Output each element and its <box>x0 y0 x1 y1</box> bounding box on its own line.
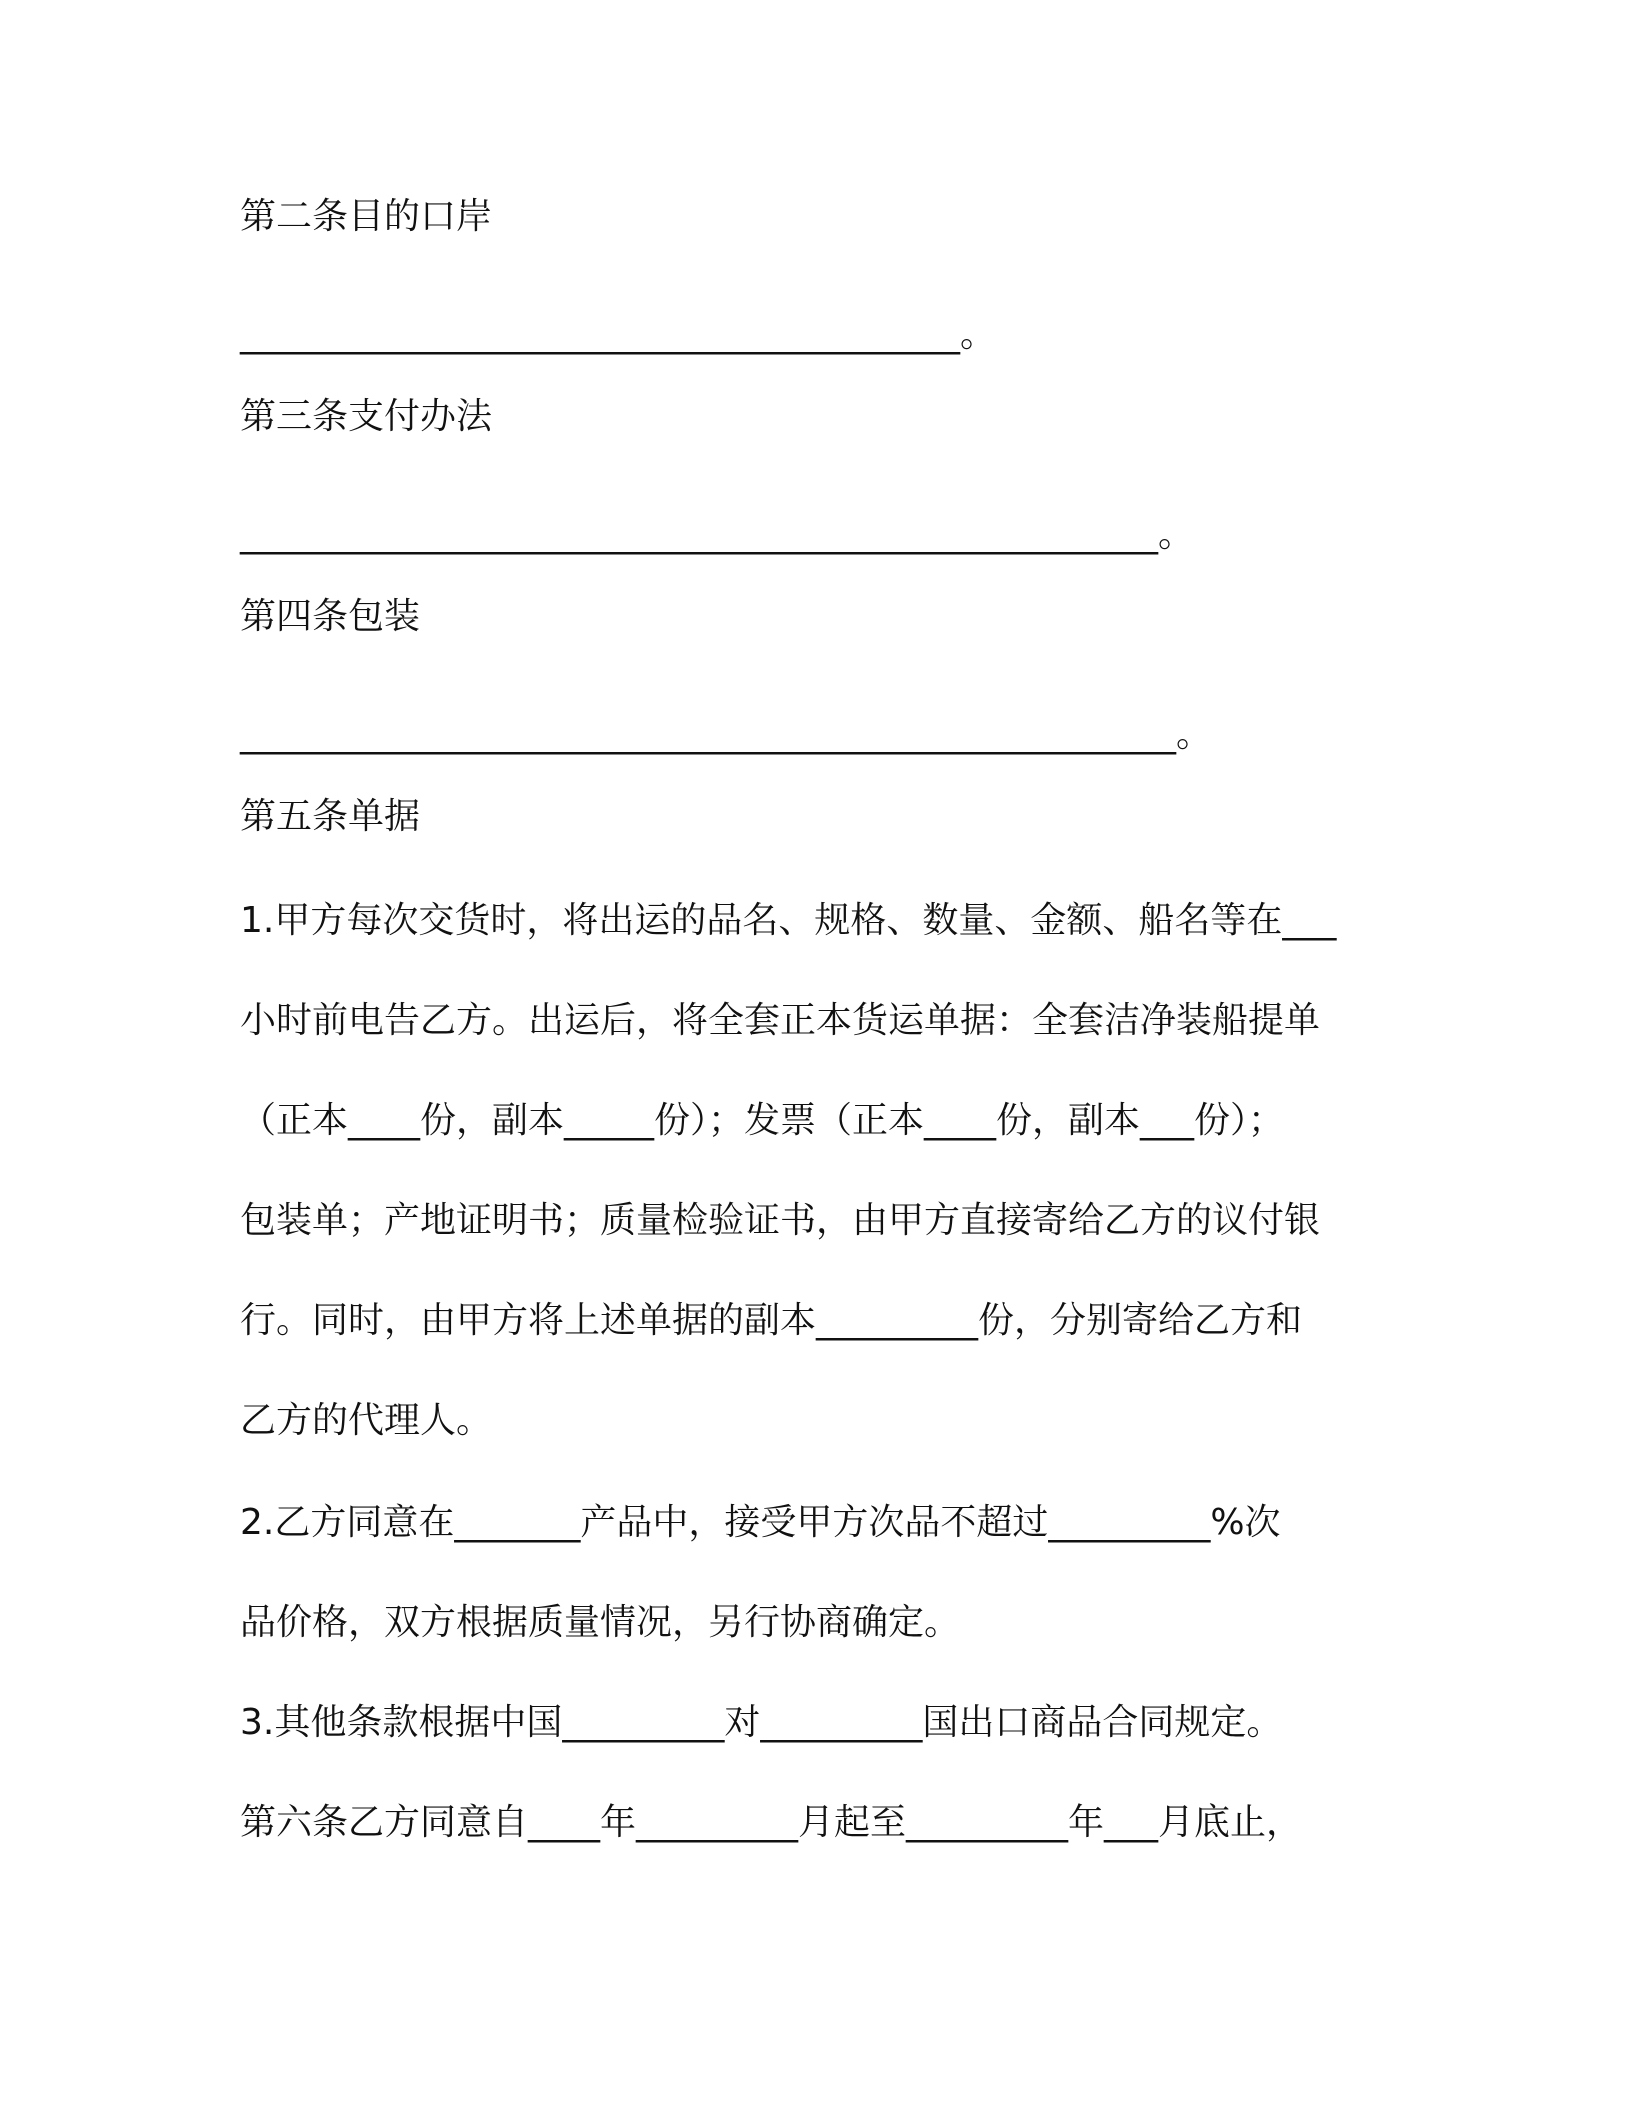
paragraph-line: 小时前电告乙方。出运后，将全套正本货运单据：全套洁净装船提单 <box>240 1000 1321 1041</box>
article-2-blank-line: ________________________________________。 <box>240 314 996 355</box>
article-4-blank-line: ____________________________________________________。 <box>240 714 1212 755</box>
paragraph-line: 1.甲方每次交货时，将出运的品名、规格、数量、金额、船名等在___ <box>240 900 1337 941</box>
article-4-heading: 第四条包装 <box>240 596 421 637</box>
paragraph-line: 乙方的代理人。 <box>240 1400 493 1441</box>
article-3-blank-line: ___________________________________________________。 <box>240 514 1194 555</box>
article-6-line: 第六条乙方同意自____年_________月起至_________年___月底止， <box>240 1802 1303 1843</box>
paragraph-line: 3.其他条款根据中国_________对_________国出口商品合同规定。 <box>240 1702 1283 1743</box>
paragraph-line: 包装单；产地证明书；质量检验证书，由甲方直接寄给乙方的议付银 <box>240 1200 1321 1241</box>
paragraph-line: 行。同时，由甲方将上述单据的副本_________份，分别寄给乙方和 <box>240 1300 1303 1341</box>
paragraph-line: （正本____份，副本_____份）；发票（正本____份，副本___份）； <box>240 1100 1285 1141</box>
article-2-heading: 第二条目的口岸 <box>240 196 493 237</box>
article-3-heading: 第三条支付办法 <box>240 396 493 437</box>
paragraph-line: 2.乙方同意在_______产品中，接受甲方次品不超过_________%次 <box>240 1502 1281 1543</box>
paragraph-line: 品价格，双方根据质量情况，另行协商确定。 <box>240 1602 961 1643</box>
article-5-heading: 第五条单据 <box>240 796 421 837</box>
